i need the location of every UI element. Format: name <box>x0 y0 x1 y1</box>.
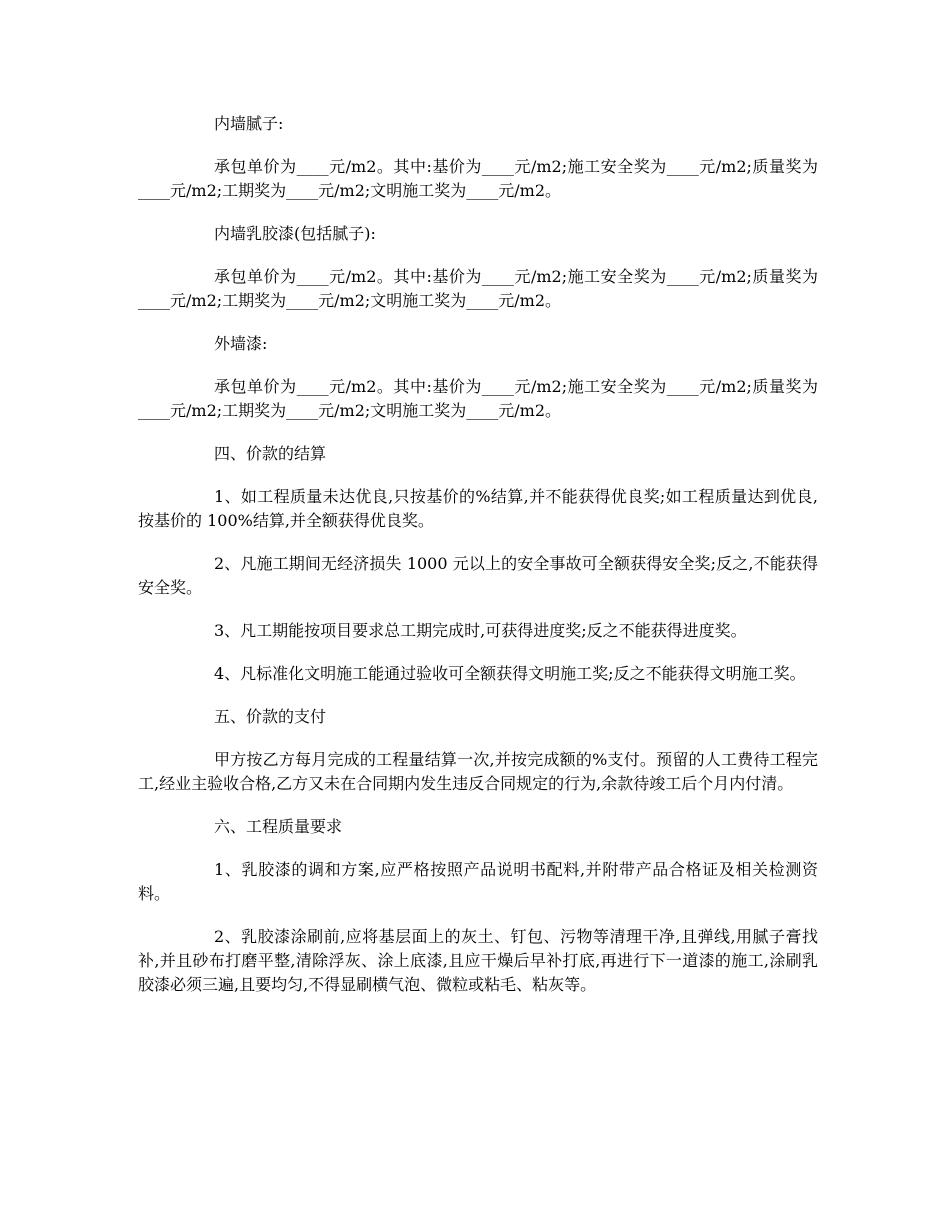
interior-putty-price-paragraph: 承包单价为____元/m2。其中:基价为____元/m2;施工安全奖为____元/m2;质量奖为____元/m2;工期奖为____元/m2;文明施工奖为____元/m2。 <box>138 157 818 200</box>
section-6-heading: 六、工程质量要求 <box>214 817 343 836</box>
section-5-heading: 五、价款的支付 <box>214 707 327 726</box>
settlement-clause-1: 1、如工程质量未达优良,只按基价的%结算,并不能获得优良奖;如工程质量达到优良,按基价的 100%结算,并全额获得优良奖。 <box>138 487 818 530</box>
interior-latex-heading: 内墙乳胶漆(包括腻子): <box>214 224 376 243</box>
quality-clause-2: 2、乳胶漆涂刷前,应将基层面上的灰土、钉包、污物等清理干净,且弹线,用腻子膏找补,并且砂布打磨平整,清除浮灰、涂上底漆,且应干燥后早补打底,再进行下一道漆的施工,涂刷乳胶漆必须三遍,且要均匀,不得显刷横气泡、微粒或粘毛、粘灰等。 <box>138 927 818 994</box>
settlement-clause-2: 2、凡施工期间无经济损失 1000 元以上的安全事故可全额获得安全奖;反之,不能获得安全奖。 <box>138 554 818 597</box>
payment-paragraph: 甲方按乙方每月完成的工程量结算一次,并按完成额的%支付。预留的人工费待工程完工,经业主验收合格,乙方又未在合同期内发生违反合同规定的行为,余款待竣工后个月内付清。 <box>138 750 818 793</box>
exterior-paint-price-paragraph: 承包单价为____元/m2。其中:基价为____元/m2;施工安全奖为____元/m2;质量奖为____元/m2;工期奖为____元/m2;文明施工奖为____元/m2。 <box>138 377 818 420</box>
section-4-heading: 四、价款的结算 <box>214 444 327 463</box>
settlement-clause-4: 4、凡标准化文明施工能通过验收可全额获得文明施工奖;反之不能获得文明施工奖。 <box>214 664 806 683</box>
interior-latex-price-paragraph: 承包单价为____元/m2。其中:基价为____元/m2;施工安全奖为____元/m2;质量奖为____元/m2;工期奖为____元/m2;文明施工奖为____元/m2。 <box>138 267 818 310</box>
settlement-clause-3: 3、凡工期能按项目要求总工期完成时,可获得进度奖;反之不能获得进度奖。 <box>214 621 747 640</box>
document-body <box>138 112 818 1016</box>
interior-putty-heading: 内墙腻子: <box>214 114 284 133</box>
quality-clause-1: 1、乳胶漆的调和方案,应严格按照产品说明书配料,并附带产品合格证及相关检测资料。 <box>138 860 818 903</box>
exterior-paint-heading: 外墙漆: <box>214 334 268 353</box>
